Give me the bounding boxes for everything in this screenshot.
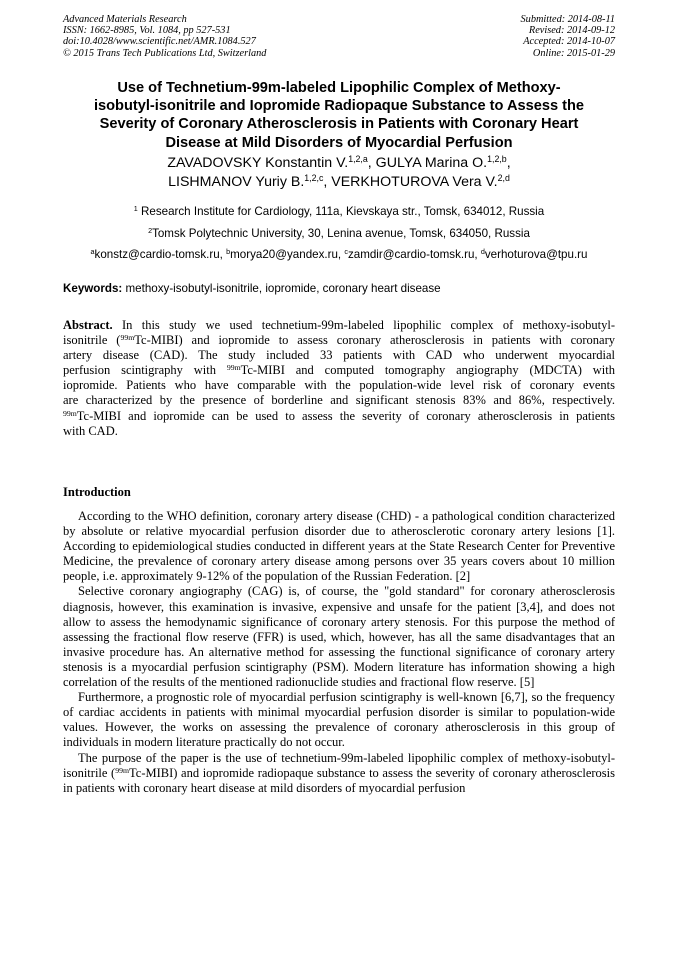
date-online: Online: 2015-01-29 [532,47,615,59]
title-line: isobutyl-isonitrile and Iopromide Radiopaque Substance to Assess the [93,98,585,115]
author-affiliation-marker: 1,2,a [348,154,368,165]
journal-name: Advanced Materials Research [63,14,187,25]
author-affiliation-marker: 1,2,b [487,154,507,165]
affiliation-1: $^1$ Research Institute for Cardiology, 111a, Kievskaya str., Tomsk, 634012, Russia [133,204,545,218]
paragraph: Selective coronary angiography (CAG) is, of course, the "gold standard" for coronary atherosclerosis diagnosis, however, this examination is invasive, expensive and unsafe for the patient [3,4], and does not allow to assess the hemodynamic significance of coronary artery stenosis. For this purpose the method of assessing the fractional flow reserve (FFR) is used, which, however, has all the same disadvantages that an invasive procedure has. An alternative method for assessing the functional significance of coronary artery stenosis is a myocardial perfusion scintigraphy (PSM). Modern literature has information showing a high correlation of the results of the mentioned radionuclide studies and fractional flow reserve. [5] [63,584,615,690]
journal-info [63,14,266,59]
date-submitted: Submitted: 2014-08-11 [520,14,615,25]
title-line: Severity of Coronary Atherosclerosis in Patients with Coronary Heart [99,116,579,133]
paragraph: Furthermore, a prognostic role of myocardial perfusion scintigraphy is well-known [6,7], so the frequency of cardiac accidents in patients with minimal myocardial perfusion disorder is similar to population-wide values. However, the works on assessing the prevalence of coronary atherosclerosis in this group of individuals in modern literature practically do not occur. [63,690,615,750]
introduction-body [63,509,615,796]
email-link[interactable]: konstz@cardio-tomsk.ru, [94,248,227,261]
author-name: LISHMANOV Yuriy B. [168,173,305,190]
email-link[interactable]: morya20@yandex.ru, [230,248,345,261]
keywords [63,282,441,295]
author-affiliation-marker: 2,d [497,172,510,183]
publication-dates [521,14,615,59]
author-affiliation-marker: 1,2,c [304,172,324,183]
keywords-label: Keywords: [63,282,123,295]
journal-copyright: © 2015 Trans Tech Publications Ltd, Switzerland [63,47,267,59]
paragraph: The purpose of the paper is the use of technetium-99m-labeled lipophilic complex of methoxy-isobutyl-isonitrile ($^{99m}$Tc-MIBI) and iopromide radiopaque substance to assess the severity of coronary atherosclerosis in patients with coronary heart disease at mild disorders of myocardial perfusion [63,750,616,795]
author-line: ZAVADOVSKY Konstantin V.$^{1,2,a}$, GULYA Marina O.$^{1,2,b}$, [167,154,511,171]
author-emails: $^a$konstz@cardio-tomsk.ru, $^b$morya20@yandex.ru, $^c$zamdir@cardio-tomsk.ru, $^d$verhoturova@tpu.ru [90,247,588,261]
title-line: Use of Technetium-99m-labeled Lipophilic Complex of Methoxy- [117,80,561,96]
date-accepted: Accepted: 2014-10-07 [523,36,615,48]
author-name: GULYA Marina O. [375,155,488,171]
author-line: LISHMANOV Yuriy B.$^{1,2,c}$, VERKHOTUROVA Vera V.$^{2,d}$ [168,172,510,190]
date-revised: Revised: 2014-09-12 [528,25,615,37]
affiliation-2: $^2$Tomsk Polytechnic University, 30, Lenina avenue, Tomsk, 634050, Russia [148,226,530,240]
keywords-text: methoxy-isobutyl-isonitrile, iopromide, coronary heart disease [122,282,441,295]
email-link[interactable]: zamdir@cardio-tomsk.ru, [347,248,481,261]
section-heading-introduction: Introduction [63,485,131,499]
title-line: Disease at Mild Disorders of Myocardial Perfusion [165,134,513,151]
paper-title [50,79,628,152]
journal-issn: ISSN: 1662-8985, Vol. 1084, pp 527-531 [63,25,231,37]
email-link[interactable]: verhoturova@tpu.ru [484,248,588,261]
paragraph: According to the WHO definition, coronary artery disease (CHD) - a pathological condition characterized by absolute or relative myocardial perfusion disorder due to atherosclerotic coronary artery lesions [1]. According to epidemiological studies conducted in different years at the State Research Center for Preventive Medicine, the prevalence of coronary artery disease among persons over 35 years covers about 10 million people, i.e. approximately 9-12% of the population of the Russian Federation. [2] [63,509,615,584]
author-name: VERKHOTUROVA Vera V. [331,173,498,190]
abstract: Abstract. In this study we used technetium-99m-labeled lipophilic complex of methoxy-isobutyl- isonitrile ($^{99m}$Tc-MIBI) and iopromide to assess coronary atherosclerosis in patients with coronary artery disease (CAD). The study included 33 patients with CAD who underwent myocardial perfusion scintigraphy with $^{99m}$Tc-MIBI and computed tomography angiography (MDCTA) with iopromide. Patients who have comparable with the population-wide level risk of coronary events are characterized by the presence of borderline and significant stenosis 83% and 86%, respectively. $^{99m}$Tc-MIBI and iopromide can be used to assess the severity of coronary atherosclerosis in patients with CAD. [63,318,616,438]
author-name: ZAVADOVSKY Konstantin V. [167,155,349,171]
author-list [40,154,638,191]
journal-doi: doi:10.4028/www.scientific.net/AMR.1084.527 [63,36,256,48]
abstract-label: Abstract. [63,318,113,332]
